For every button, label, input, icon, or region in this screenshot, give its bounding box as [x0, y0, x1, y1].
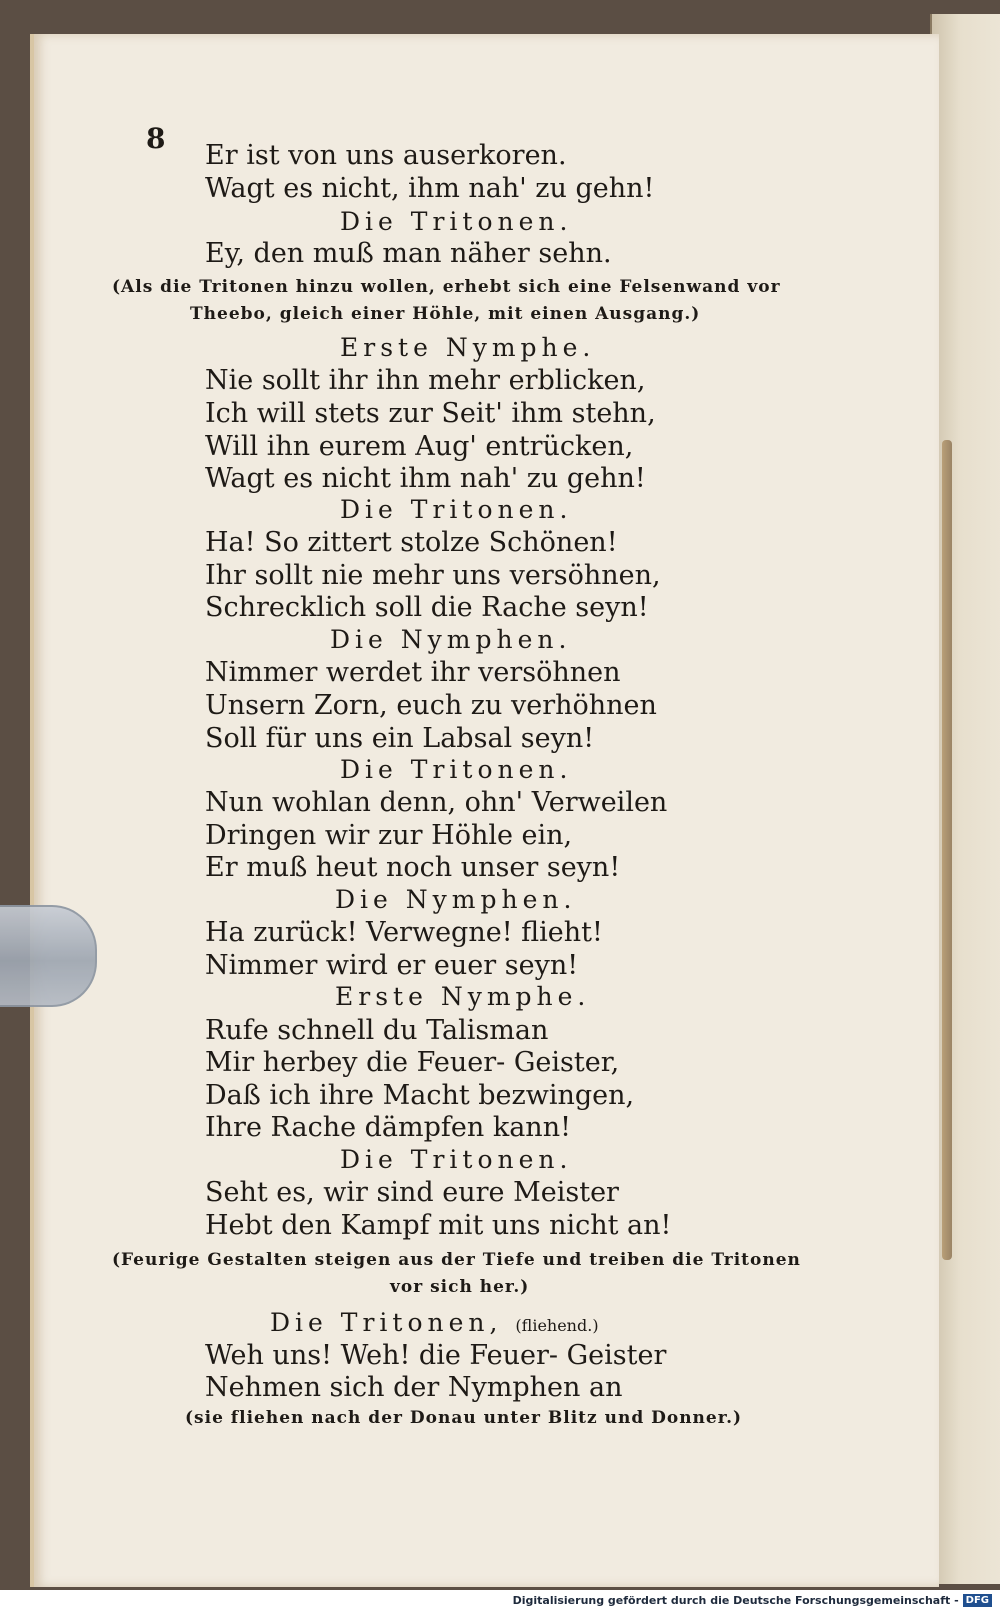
verse-line: Wagt es nicht ihm nah' zu gehn!	[205, 463, 646, 494]
verse-line: Nimmer wird er euer seyn!	[205, 950, 579, 981]
speaker-heading: Die Tritonen.	[340, 1145, 573, 1174]
verse-line: Nehmen sich der Nymphen an	[205, 1372, 623, 1403]
verse-line: Ha! So zittert stolze Schönen!	[205, 527, 618, 558]
page-clip	[0, 905, 97, 1007]
speaker-heading: Die Tritonen.	[340, 755, 573, 784]
speaker-heading: Erste Nymphe.	[340, 333, 596, 362]
verse-line: Daß ich ihre Macht bezwingen,	[205, 1080, 635, 1111]
verse-line: Schrecklich soll die Rache seyn!	[205, 592, 649, 623]
digitization-credit	[513, 1594, 992, 1607]
verse-line: Nimmer werdet ihr versöhnen	[205, 657, 621, 688]
verse-line: Ich will stets zur Seit' ihm stehn,	[205, 398, 656, 429]
verse-line: Dringen wir zur Höhle ein,	[205, 820, 573, 851]
verse-line: Rufe schnell du Talisman	[205, 1015, 549, 1046]
verse-line: Ihr sollt nie mehr uns versöhnen,	[205, 560, 661, 591]
verse-line: Wagt es nicht, ihm nah' zu gehn!	[205, 173, 655, 204]
verse-line: Soll für uns ein Labsal seyn!	[205, 723, 595, 754]
speaker-heading: Die Tritonen.	[340, 495, 573, 524]
stage-direction: Theebo, gleich einer Höhle, mit einen Ausgang.)	[190, 304, 701, 324]
verse-line: Seht es, wir sind eure Meister	[205, 1177, 619, 1208]
stage-direction: vor sich her.)	[390, 1277, 530, 1297]
verse-line: Unsern Zorn, euch zu verhöhnen	[205, 690, 657, 721]
verse-line: Nie sollt ihr ihn mehr erblicken,	[205, 365, 646, 396]
binding-spine	[942, 440, 952, 1260]
verse-line: Weh uns! Weh! die Feuer- Geister	[205, 1340, 667, 1371]
page-number: 8	[146, 122, 166, 155]
verse-line: Nun wohlan denn, ohn' Verweilen	[205, 787, 668, 818]
speaker-heading: Die Nymphen.	[330, 625, 572, 654]
verse-line: Ihre Rache dämpfen kann!	[205, 1112, 571, 1143]
verse-line: Er ist von uns auserkoren.	[205, 140, 567, 171]
verse-line: Mir herbey die Feuer- Geister,	[205, 1047, 620, 1078]
verse-line: Er muß heut noch unser seyn!	[205, 852, 621, 883]
verse-line: Will ihn eurem Aug' entrücken,	[205, 431, 634, 462]
footer-credit-text: Digitalisierung gefördert durch die Deutsche Forschungsgemeinschaft -	[512, 1594, 959, 1607]
speaker-heading: Die Tritonen.	[340, 207, 573, 236]
stage-direction: (Als die Tritonen hinzu wollen, erhebt sich eine Felsenwand vor	[112, 277, 781, 297]
stage-direction: (Feurige Gestalten steigen aus der Tiefe und treiben die Tritonen	[112, 1250, 801, 1270]
facing-page-edge	[930, 14, 1000, 1584]
speaker-heading	[270, 1308, 599, 1337]
speaker-name: Die Tritonen,	[270, 1308, 503, 1337]
dfg-logo: DFG	[963, 1594, 992, 1607]
verse-line: Hebt den Kampf mit uns nicht an!	[205, 1210, 672, 1241]
verse-line: Ha zurück! Verwegne! flieht!	[205, 917, 603, 948]
stage-direction: (sie fliehen nach der Donau unter Blitz und Donner.)	[185, 1408, 743, 1428]
speaker-heading: Die Nymphen.	[335, 885, 577, 914]
verse-line: Ey, den muß man näher sehn.	[205, 238, 612, 269]
speaker-heading: Erste Nymphe.	[335, 982, 591, 1011]
speaker-note: (fliehend.)	[515, 1316, 599, 1335]
